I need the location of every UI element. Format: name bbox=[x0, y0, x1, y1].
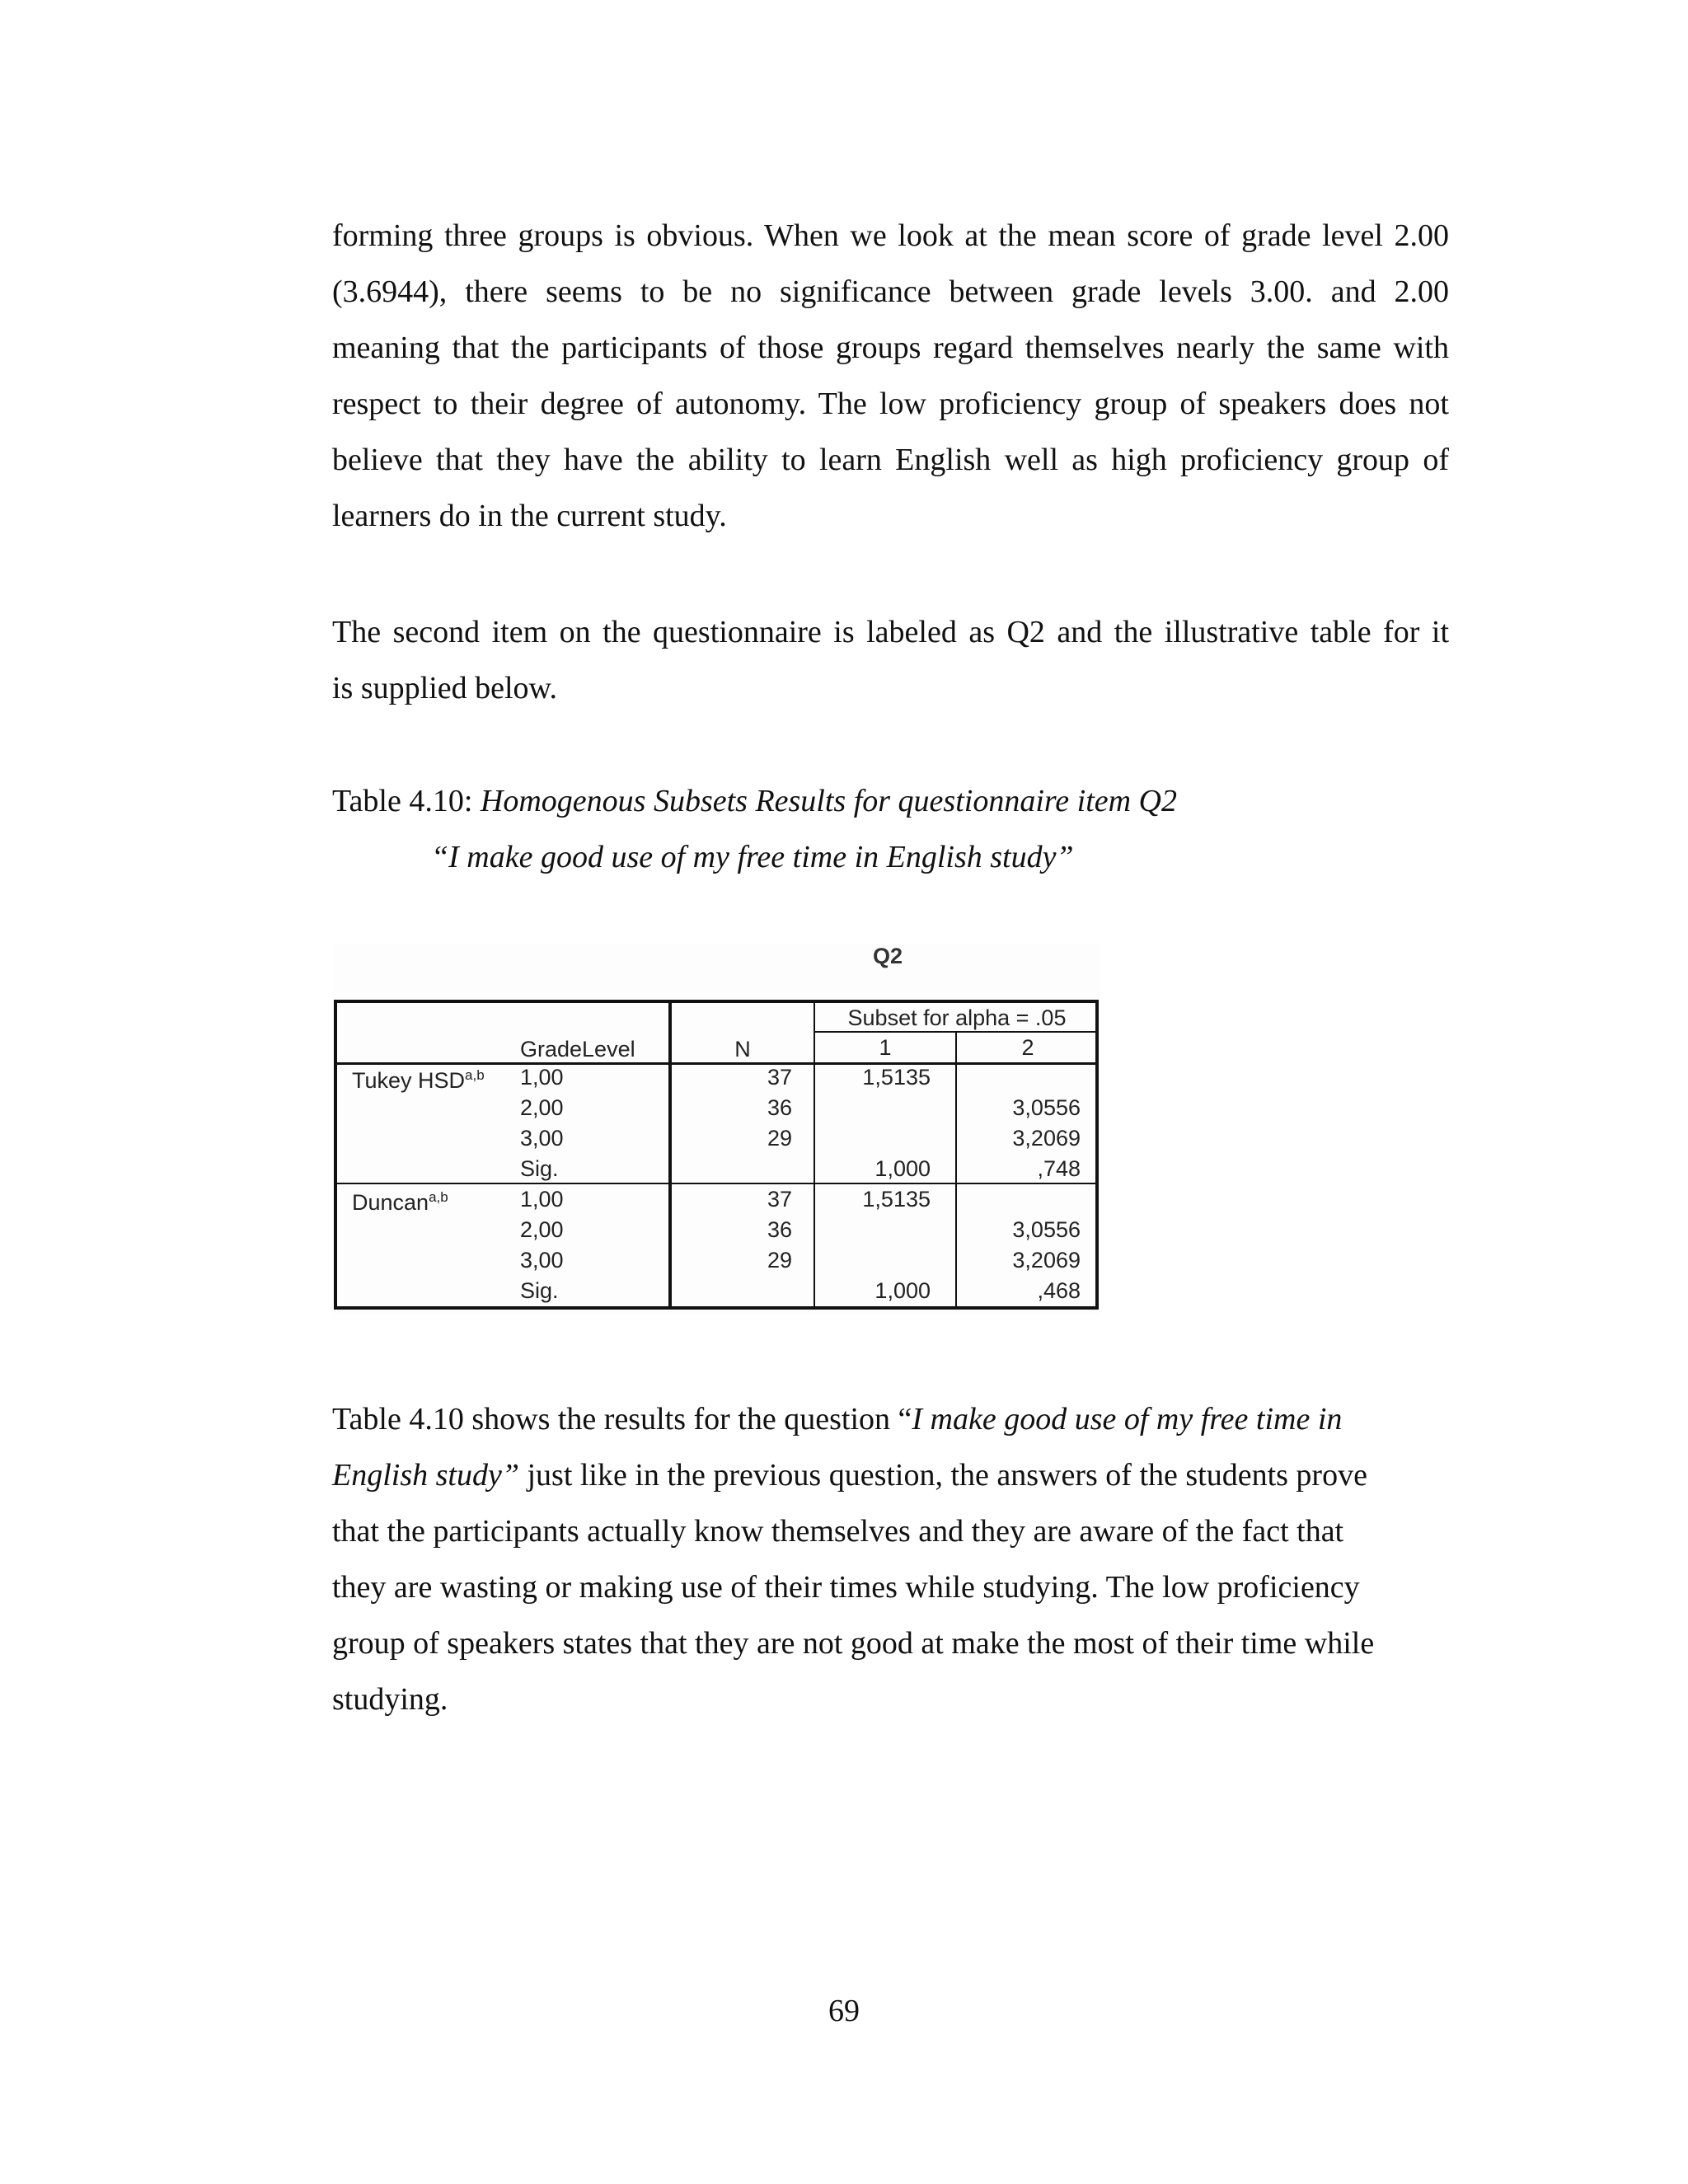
text-line: respect to their degree of autonomy. The low proficiency group of speakers does not bbox=[332, 387, 1449, 421]
gradelevel-header: GradeLevel bbox=[520, 1037, 635, 1062]
grade-level-cell: 3,00 bbox=[520, 1248, 564, 1272]
paragraph-3 bbox=[332, 1391, 1449, 1727]
text-line bbox=[332, 1447, 1449, 1503]
subset-2-cell: 3,0556 bbox=[1012, 1095, 1081, 1120]
group-superscript: a,b bbox=[465, 1067, 485, 1083]
table-title: Q2 bbox=[872, 944, 903, 968]
spss-table-figure bbox=[334, 944, 1100, 1315]
grade-level-cell: 1,00 bbox=[520, 1187, 564, 1212]
row-divider bbox=[337, 1183, 1099, 1184]
text-line: believe that they have the ability to learn English well as high proficiency group of bbox=[332, 443, 1449, 477]
subset-2-cell: ,748 bbox=[1037, 1156, 1081, 1181]
subset-2-header: 2 bbox=[1021, 1035, 1034, 1060]
paragraph-1 bbox=[332, 208, 1449, 544]
group-name: Duncan bbox=[352, 1190, 429, 1215]
text-line: (3.6944), there seems to be no significance between grade levels 3.00. and 2.00 bbox=[332, 274, 1449, 309]
text-line: studying. bbox=[332, 1682, 448, 1717]
group-name: Tukey HSD bbox=[352, 1068, 466, 1093]
subset-1-cell: 1,000 bbox=[874, 1278, 931, 1303]
subset-2-cell: 3,2069 bbox=[1012, 1126, 1081, 1151]
grade-level-cell: 3,00 bbox=[520, 1126, 564, 1151]
text-line: group of speakers states that they are not good at make the most of their time while bbox=[332, 1626, 1375, 1661]
n-header: N bbox=[734, 1037, 751, 1062]
subset-2-cell: ,468 bbox=[1037, 1278, 1081, 1303]
text-run: just like in the previous question, the answers of the students prove bbox=[518, 1458, 1367, 1493]
subset-2-cell: 3,0556 bbox=[1012, 1217, 1081, 1242]
quoted-question: English study” bbox=[332, 1458, 519, 1493]
text-line: they are wasting or making use of their times while studying. The low proficiency bbox=[332, 1570, 1360, 1605]
paragraph-2 bbox=[332, 604, 1449, 716]
text-line: The second item on the questionnaire is labeled as Q2 and the illustrative table for it bbox=[332, 615, 1449, 649]
caption-subtitle: “I make good use of my free time in English study” bbox=[431, 840, 1074, 874]
group-label bbox=[352, 1062, 485, 1094]
grade-level-cell: 2,00 bbox=[520, 1217, 564, 1242]
text-line: is supplied below. bbox=[332, 671, 558, 705]
n-cell: 36 bbox=[767, 1217, 792, 1242]
subset-1-header: 1 bbox=[879, 1035, 892, 1060]
grade-level-cell: 2,00 bbox=[520, 1095, 564, 1120]
grade-level-cell: Sig. bbox=[520, 1156, 559, 1181]
subset-1-cell: 1,5135 bbox=[862, 1065, 931, 1090]
quoted-question: I make good use of my free time in bbox=[912, 1402, 1343, 1436]
page-number: 69 bbox=[828, 1994, 860, 2028]
subset-header: Subset for alpha = .05 bbox=[847, 1005, 1067, 1030]
text-run: Table 4.10 shows the results for the question “ bbox=[332, 1402, 912, 1436]
row-divider bbox=[815, 1031, 1099, 1033]
n-cell: 36 bbox=[767, 1095, 792, 1120]
grade-level-cell: 1,00 bbox=[520, 1065, 564, 1090]
n-cell: 29 bbox=[767, 1126, 792, 1151]
text-line: meaning that the participants of those groups regard themselves nearly the same with bbox=[332, 330, 1449, 365]
homogeneous-subsets-table bbox=[334, 1000, 1099, 1310]
caption-label: Table 4.10: bbox=[332, 784, 481, 818]
table-caption bbox=[332, 773, 1177, 885]
text-line bbox=[332, 1391, 1449, 1447]
subset-1-cell: 1,000 bbox=[874, 1156, 931, 1181]
subset-1-cell: 1,5135 bbox=[862, 1187, 931, 1212]
text-line: learners do in the current study. bbox=[332, 499, 727, 533]
caption-title: Homogenous Subsets Results for questionnaire item Q2 bbox=[480, 784, 1177, 818]
subset-2-cell: 3,2069 bbox=[1012, 1248, 1081, 1272]
n-cell: 37 bbox=[767, 1187, 792, 1212]
text-line: forming three groups is obvious. When we look at the mean score of grade level 2.00 bbox=[332, 218, 1449, 253]
grade-level-cell: Sig. bbox=[520, 1278, 559, 1303]
group-label bbox=[352, 1184, 448, 1216]
group-superscript: a,b bbox=[429, 1189, 448, 1205]
text-line: that the participants actually know themselves and they are aware of the fact that bbox=[332, 1514, 1344, 1549]
n-cell: 37 bbox=[767, 1065, 792, 1090]
n-cell: 29 bbox=[767, 1248, 792, 1272]
